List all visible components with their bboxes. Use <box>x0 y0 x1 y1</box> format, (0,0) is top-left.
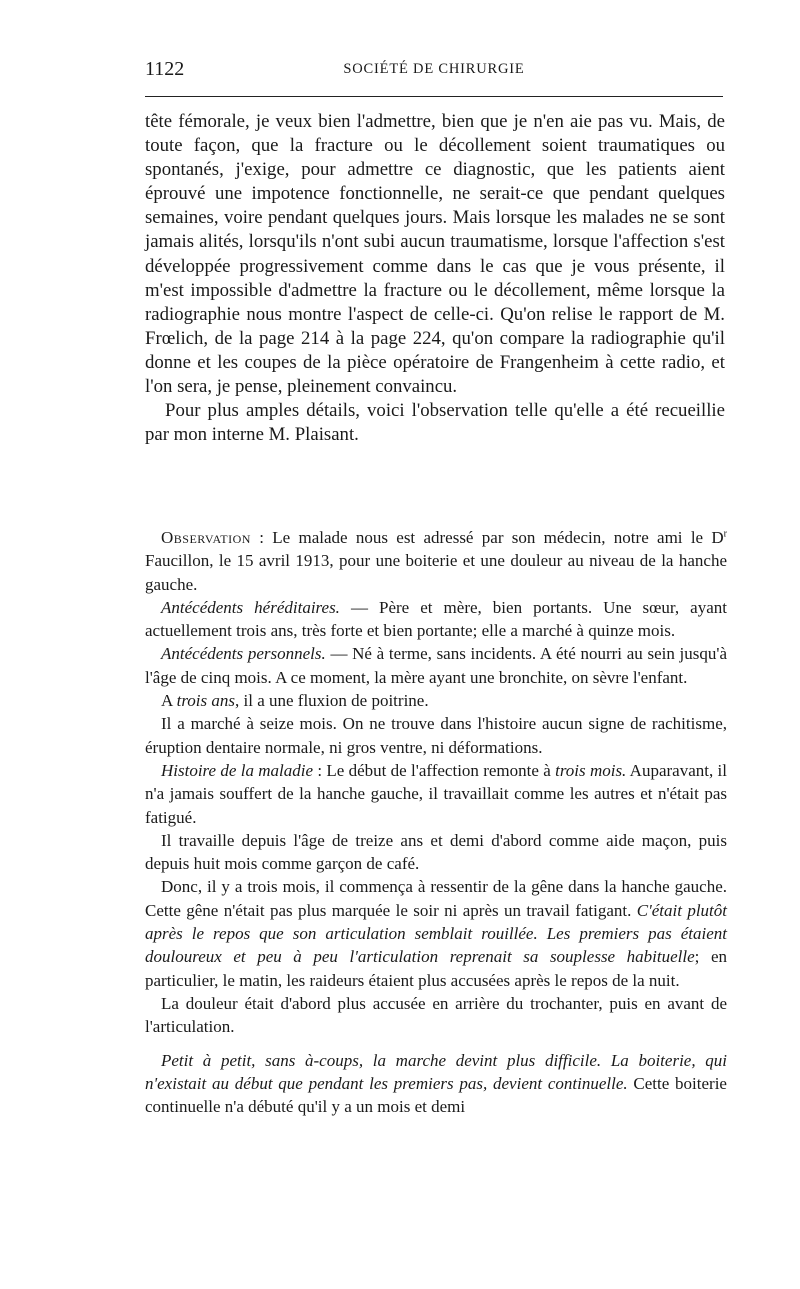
boiterie-paragraph: Petit à petit, sans à-coups, la marche devint plus difficile. La boiterie, qui n'existait au début que pendant les premiers pas, devient continuelle. Cette boiterie continuelle n'a débuté qu'il y a un mois et demi <box>145 1050 727 1117</box>
running-head: SOCIÉTÉ DE CHIRURGIE <box>343 61 525 77</box>
page-header <box>145 58 723 84</box>
observation-intro: Observation : Le malade nous est adressé par son médecin, notre ami le $D^r$ Faucillon, le 15 avril 1913, pour une boiterie et une douleur au niveau de la hanche gauche. <box>145 528 727 594</box>
gene-paragraph: Donc, il y a trois mois, il commença à ressentir de la gêne dans la hanche gauche. Cette gêne n'était pas plus marquée le soir ni après un travail fatigant. C'était plutôt après le repos que son articulation semblait rouillée. Les premiers pas étaient douloureux et peu à peu l'articulation reprenait sa souplesse habituelle; en particulier, le matin, les raideurs étaient plus accusées après le repos de la nuit. <box>145 877 728 990</box>
main-text <box>145 110 725 447</box>
marche-paragraph: Il a marché à seize mois. On ne trouve dans l'histoire aucun signe de rachitisme, éruption dentaire normale, ni gros ventre, ni déformations. <box>145 714 727 757</box>
page-number: 1122 <box>145 58 185 80</box>
histoire-maladie: Histoire de la maladie : Le début de l'affection remonte à trois mois. Auparavant, il n'a jamais souffert de la hanche gauche, il travaillait comme les autres et n'était pas fatigué. <box>145 760 727 827</box>
antecedents-personnels-label: Antécédents personnels. <box>161 644 326 664</box>
observation-label: Observation <box>161 528 251 547</box>
antecedents-personnels: Antécédents personnels. — Né à terme, sans incidents. A été nourri au sein jusqu'à l'âge de cinq mois. A ce moment, la mère ayant une bronchite, on sèvre l'enfant. <box>145 644 728 687</box>
antecedents-hereditaires: Antécédents héréditaires. — Père et mère, bien portants. Une sœur, ayant actuellement trois ans, très forte et bien portante; elle a marché à quinze mois. <box>145 597 727 641</box>
histoire-maladie-label: Histoire de la maladie <box>161 760 314 780</box>
header-rule <box>145 96 723 97</box>
paragraph-observation-intro: Pour plus amples détails, voici l'observation telle qu'elle a été recueillie par mon interne M. Plaisant. <box>145 400 725 446</box>
travail-paragraph: Il travaille depuis l'âge de treize ans et demi d'abord comme aide maçon, puis depuis huit mois comme garçon de café. <box>145 830 727 874</box>
antecedents-hereditaires-label: Antécédents héréditaires. <box>161 597 340 617</box>
paragraph-continuation: tête fémorale, je veux bien l'admettre, bien que je n'en aie pas vu. Mais, de toute façon, que la fracture ou le décollement soient traumatiques ou spontanés, j'exige, pour admettre ce diagnostic, que les patients aient éprouvé une impotence fonctionnelle, ne serait-ce que pendant quelques semaines, voire pendant quelques jours. Mais lorsque les malades ne se sont jamais alités, lorsqu'ils n'ont subi aucun traumatisme, lorsque l'affection s'est développée progressivement comme dans le cas que je vous présente, il m'est impossible d'admettre la fracture ou le décollement, même lorsque la radiographie nous montre l'aspect de celle-ci. Qu'on relise le rapport de M. Frœlich, de la page 214 à la page 224, qu'on compare la radiographie qu'il donne et les coupes de la pièce opératoire de Frangenheim à cette radio, et l'on sera, je pense, pleinement convaincu. <box>145 111 725 398</box>
douleur-paragraph: La douleur était d'abord plus accusée en arrière du trochanter, puis en avant de l'articulation. <box>145 993 727 1037</box>
observation-section <box>145 526 727 1118</box>
fluxion-paragraph: A trois ans, il a une fluxion de poitrine. <box>161 691 429 711</box>
